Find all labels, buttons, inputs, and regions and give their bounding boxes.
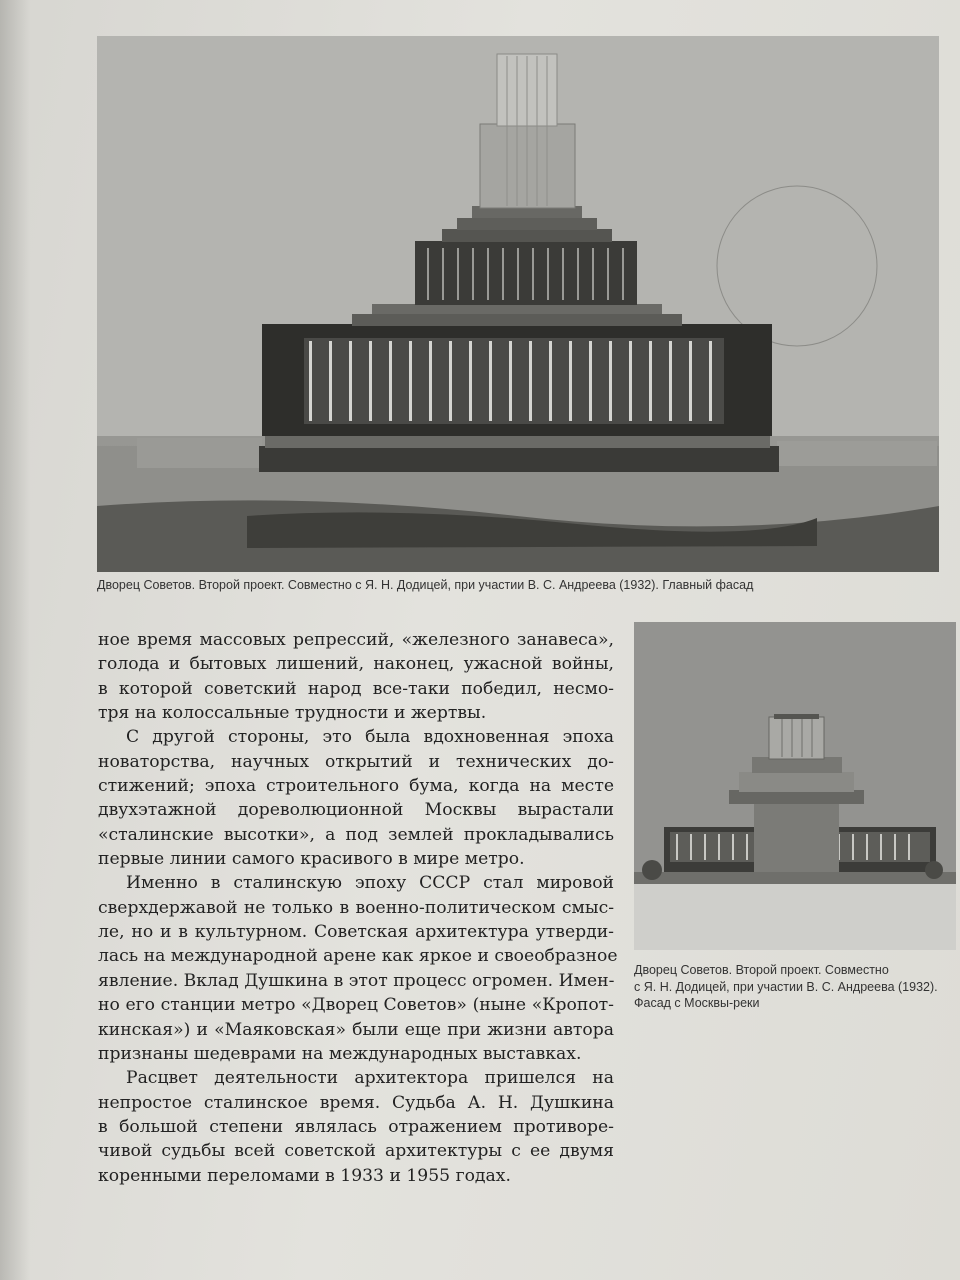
text-line: ле, но и в культурном. Советская архитектура утверди- [98, 922, 614, 943]
text-line: тря на колоссальные трудности и жертвы. [98, 703, 487, 724]
palace-river-facade-drawing [634, 622, 956, 950]
paragraph-1 [98, 628, 614, 725]
caption-line: с Я. Н. Додицей, при участии В. С. Андреева (1932). [634, 979, 938, 994]
text-line: «сталинские высотки», а под землей прокладывались [98, 824, 614, 845]
text-line: Именно в сталинскую эпоху СССР стал мировой [126, 873, 614, 894]
body-text-column [98, 628, 618, 1188]
palace-main-facade-drawing [97, 36, 939, 572]
text-line: в которой советский народ все-таки победил, несмо- [98, 678, 614, 699]
text-line: первые линии самого красивого в мире метро. [98, 849, 525, 870]
text-line: в большой степени являлась отражением противоре- [98, 1116, 614, 1137]
text-line: но его станции метро «Дворец Советов» (ныне «Кропот- [98, 995, 614, 1016]
text-line: двухэтажной дореволюционной Москвы вырастали [98, 800, 614, 821]
river-facade-image [634, 622, 956, 950]
side-figure-caption [634, 962, 954, 1012]
text-line: лась на международной арене как яркое и своеобразное [98, 946, 618, 967]
paragraph-4 [98, 1066, 614, 1188]
main-figure-caption: Дворец Советов. Второй проект. Совместно с Я. Н. Додицей, при участии В. С. Андреева (1932). Главный фасад [97, 578, 754, 592]
caption-line: Дворец Советов. Второй проект. Совместно [634, 963, 889, 977]
paragraph-3 [98, 871, 618, 1066]
text-line: коренными переломами в 1933 и 1955 годах. [98, 1165, 511, 1186]
text-line: непростое сталинское время. Судьба А. Н. Душкина [98, 1092, 614, 1113]
text-line: стижений; эпоха строительного бума, когда на месте [98, 776, 614, 797]
text-line: кинская») и «Маяковская» были еще при жизни автора [98, 1019, 614, 1040]
text-line: признаны шедеврами на международных выставках. [98, 1043, 582, 1064]
caption-line: Фасад с Москвы-реки [634, 996, 760, 1010]
text-line: ное время массовых репрессий, «железного занавеса», [98, 630, 614, 650]
text-line: новаторства, научных открытий и технических до- [98, 751, 614, 772]
page-gutter-shadow [0, 0, 30, 1280]
main-facade-image [97, 36, 939, 572]
text-line: голода и бытовых лишений, наконец, ужасной войны, [98, 654, 614, 675]
text-line: явление. Вклад Душкина в этот процесс огромен. Имен- [98, 970, 615, 991]
text-line: сверхдержавой не только в военно-политическом смыс- [98, 897, 614, 918]
text-line: Расцвет деятельности архитектора пришелся на [126, 1068, 614, 1089]
paragraph-2 [98, 725, 614, 871]
text-line: С другой стороны, это была вдохновенная эпоха [126, 727, 614, 748]
text-line: чивой судьбы всей советской архитектуры с ее двумя [98, 1141, 614, 1162]
